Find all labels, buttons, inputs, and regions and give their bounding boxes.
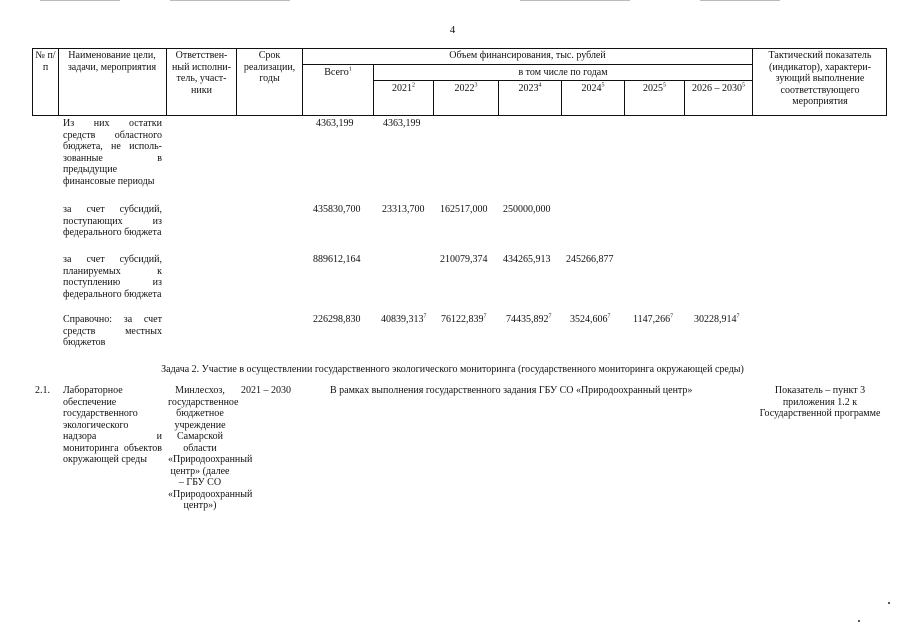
row-2-2024: 245266,877 <box>566 254 614 265</box>
header-border-bottom <box>32 115 887 116</box>
row-2-total: 889612,164 <box>313 254 361 265</box>
row-3-2022: 76122,839$^7$ <box>441 313 487 325</box>
scan-edge-mark <box>40 0 120 1</box>
row-1-total: 435830,700 <box>313 204 361 215</box>
header-year-2025: 2025$^5$ <box>643 82 666 94</box>
header-year-2023: 2023$^4$ <box>518 82 542 94</box>
header-vline <box>752 48 753 116</box>
row-3-2025: 1147,266$^7$ <box>633 313 674 325</box>
header-col-name: Наименование цели, задачи, мероприятия <box>67 50 157 73</box>
header-vline <box>236 48 237 116</box>
header-years-divider <box>373 80 752 81</box>
page-number: 4 <box>449 24 456 36</box>
item-indicator: Показатель – пункт 3 приложения 1.2 к Государственной программе <box>759 385 881 419</box>
task-heading: Задача 2. Участие в осуществлении государственного экологического мониторинга (государственного мониторинга окружающей среды) <box>161 364 744 375</box>
header-vline <box>58 48 59 116</box>
scan-edge-mark <box>170 0 290 1</box>
header-col-indicator: Тактический показатель (индикатор), характери-зующий выполнение соответствующего мероприятия <box>768 50 872 107</box>
row-1-2023: 250000,000 <box>503 204 551 215</box>
header-col-number: № п/п <box>35 50 56 73</box>
scan-speck <box>858 620 860 622</box>
header-col-by-years: в том числе по годам <box>518 67 608 78</box>
header-col-term: Срок реализации, годы <box>243 50 296 84</box>
table-header <box>32 48 887 116</box>
item-funding: В рамках выполнения государственного задания ГБУ СО «Природоохранный центр» <box>330 385 693 396</box>
header-funding-divider <box>302 64 752 65</box>
row-3-2024: 3524,606$^7$ <box>570 313 611 325</box>
row-1-2022: 162517,000 <box>440 204 488 215</box>
scan-edge-mark <box>520 0 630 1</box>
header-col-total: Всего$^1$ <box>324 66 352 78</box>
scan-speck <box>888 602 890 604</box>
row-0-total: 4363,199 <box>316 118 354 129</box>
row-3-2026-2030: 30228,914$^7$ <box>694 313 740 325</box>
row-2-description: за счет субсидий, планируемых к поступлению из федерального бюджета <box>63 254 162 300</box>
row-3-2021: 40839,313$^7$ <box>381 313 427 325</box>
row-3-2023: 74435,892$^7$ <box>506 313 552 325</box>
row-2-2023: 434265,913 <box>503 254 551 265</box>
scan-edge-mark <box>700 0 780 1</box>
header-year-2026-2030: 2026 – 2030$^5$ <box>692 82 745 94</box>
header-vline <box>886 48 887 116</box>
item-name: Лабораторное обеспечение государственного экологического надзора и мониторинга объектов окружающей среды <box>63 385 162 465</box>
header-year-2021: 2021$^2$ <box>392 82 415 94</box>
header-col-responsible: Ответствен-ный исполни-тель, участ-ники <box>172 50 231 96</box>
header-col-funding: Объем финансирования, тыс. рублей <box>449 50 606 61</box>
header-year-2022: 2022$^3$ <box>454 82 478 94</box>
header-vline <box>166 48 167 116</box>
header-border-top <box>32 48 887 49</box>
row-3-description: Справочно: за счет средств местных бюджетов <box>63 314 162 348</box>
row-3-total: 226298,830 <box>313 314 361 325</box>
item-term: 2021 – 2030 <box>241 385 291 396</box>
header-year-2024: 2024$^5$ <box>581 82 605 94</box>
item-number: 2.1. <box>35 385 50 396</box>
row-0-description: Из них остатки средств областного бюджета, не исполь-зованные в предыдущие финансовые периоды <box>63 118 162 187</box>
row-2-2022: 210079,374 <box>440 254 488 265</box>
row-1-2021: 23313,700 <box>382 204 425 215</box>
row-1-description: за счет субсидий, поступающих из федерального бюджета <box>63 204 162 238</box>
item-responsible: Минлесхоз, государственное бюджетное учреждение Самарской области «Природоохранный центр» (далее – ГБУ СО «Природоохранный центр») <box>168 385 253 511</box>
row-0-2021: 4363,199 <box>383 118 421 129</box>
